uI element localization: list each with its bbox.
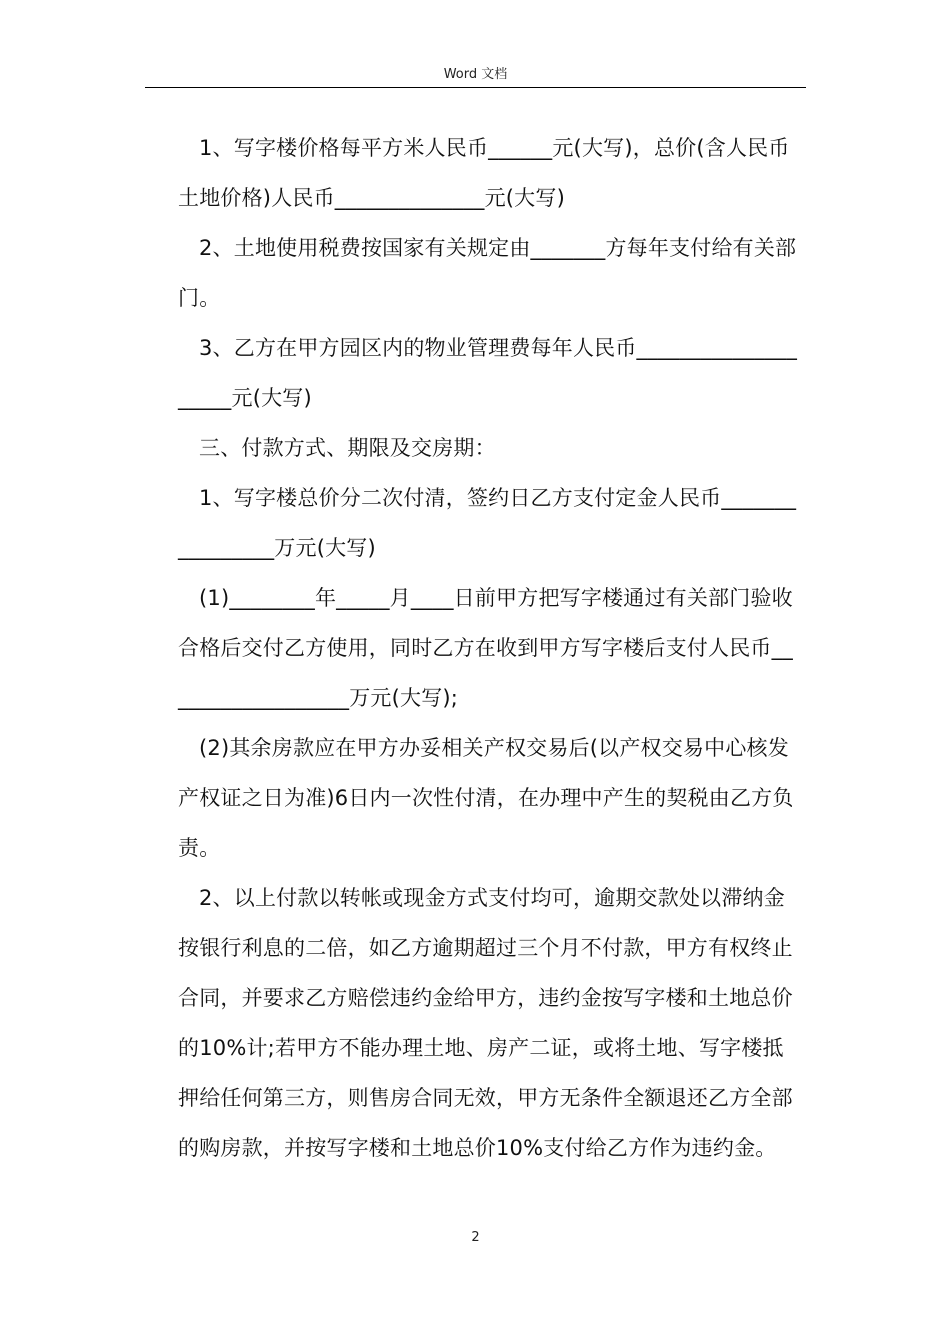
paragraph-unit-price: 1、写字楼价格每平方米人民币______元(大写)，总价(含人民币土地价格)人民币______________元(大写)	[178, 136, 790, 210]
paragraph-land-tax: 2、土地使用税费按国家有关规定由_______方每年支付给有关部门。	[178, 236, 797, 310]
section-heading-payment: 三、付款方式、期限及交房期：	[199, 436, 496, 460]
page-number: 2	[471, 1230, 480, 1245]
document-body	[178, 123, 802, 1173]
paragraph-balance-payment: (2)其余房款应在甲方办妥相关产权交易后(以产权交易中心核发产权证之日为准)6日内一次性付清，在办理中产生的契税由乙方负责。	[178, 736, 794, 860]
paragraph-payment-terms: 2、以上付款以转帐或现金方式支付均可，逾期交款处以滞纳金按银行利息的二倍，如乙方逾期超过三个月不付款，甲方有权终止合同，并要求乙方赔偿违约金给甲方，违约金按写字楼和土地总价的10%计;若甲方不能办理土地、房产二证，或将土地、写字楼抵押给任何第三方，则售房合同无效，甲方无条件全额退还乙方全部的购房款，并按写字楼和土地总价10%支付给乙方作为违约金。	[178, 886, 793, 1160]
header-divider	[145, 87, 806, 88]
paragraph-installments: 1、写字楼总价分二次付清，签约日乙方支付定金人民币________________万元(大写)	[178, 486, 797, 560]
paragraph-first-payment: (1)________年_____月____日前甲方把写字楼通过有关部门验收合格后交付乙方使用，同时乙方在收到甲方写字楼后支付人民币__________________万元(大写);	[178, 586, 793, 710]
page-header: Word 文档	[443, 67, 508, 82]
paragraph-property-fee: 3、乙方在甲方园区内的物业管理费每年人民币____________________元(大写)	[178, 336, 798, 410]
